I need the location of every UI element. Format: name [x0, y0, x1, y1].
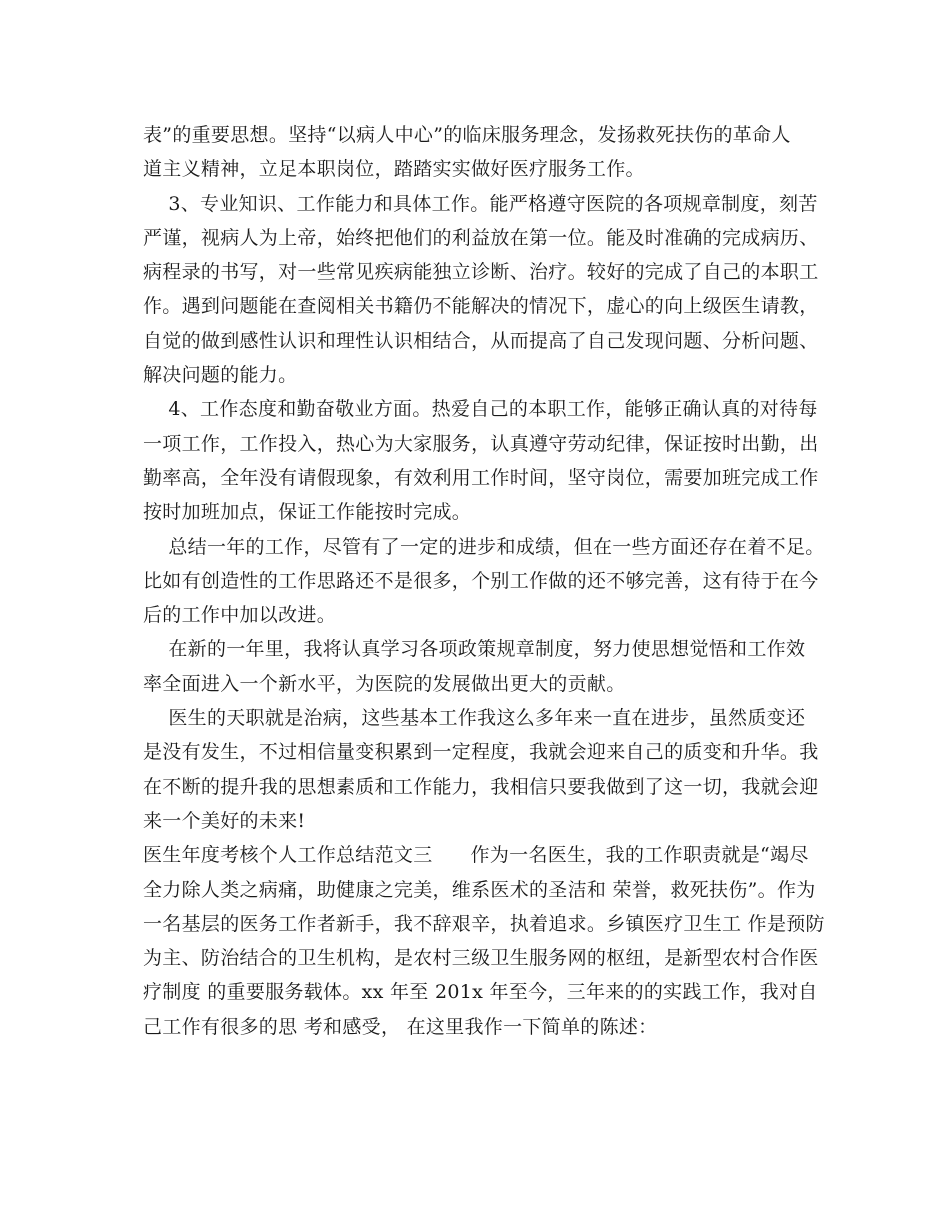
text-line: 己工作有很多的思 考和感受， 在这里我作一下简单的陈述：: [143, 1015, 658, 1038]
text-line: 后的工作中加以改进。: [143, 604, 337, 627]
text-line: 勤率高，全年没有请假现象，有效利用工作时间，坚守岗位，需要加班完成工作: [143, 466, 819, 489]
text-line: 医生的天职就是治病，这些基本工作我这么多年来一直在进步，虽然质变还: [143, 707, 806, 730]
text-line: 为主、防治结合的卫生机构，是农村三级卫生服务网的枢纽，是新型农村合作医: [143, 947, 819, 970]
text-line: 在新的一年里，我将认真学习各项政策规章制度，努力使思想觉悟和工作效: [143, 638, 806, 661]
text-line: 是没有发生，不过相信量变积累到一定程度，我就会迎来自己的质变和升华。我: [143, 741, 819, 764]
text-line: 表”的重要思想。坚持“以病人中心”的临床服务理念，发扬救死扶伤的革命人: [143, 124, 791, 146]
text-line: 解决问题的能力。: [143, 364, 298, 387]
text-line: 4、工作态度和勤奋敬业方面。热爱自己的本职工作，能够正确认真的对待每: [143, 398, 818, 421]
text-line: 自觉的做到感性认识和理性认识相结合，从而提高了自己发现问题、分析问题、: [143, 329, 819, 352]
document-body: [143, 118, 825, 1044]
text-line: 病程录的书写，对一些常见疾病能独立诊断、治疗。较好的完成了自己的本职工: [143, 261, 819, 284]
text-line: 比如有创造性的工作思路还不是很多，个别工作做的还不够完善，这有待于在今: [143, 569, 819, 592]
text-line: 全力除人类之病痛，助健康之完美，维系医术的圣洁和 荣誉，救死扶伤”。作为: [143, 878, 816, 901]
text-line: 3、专业知识、工作能力和具体工作。能严格遵守医院的各项规章制度，刻苦: [143, 192, 818, 215]
text-line: 疗制度 的重要服务载体。xx 年至 201x 年至今，三年来的的实践工作，我对自: [143, 981, 818, 1004]
text-line: 一名基层的医务工作者新手，我不辞艰辛，执着追求。乡镇医疗卫生工 作是预防: [143, 912, 825, 935]
text-line: 总结一年的工作，尽管有了一定的进步和成绩，但在一些方面还存在着不足。: [143, 535, 825, 558]
text-line: 医生年度考核个人工作总结范文三 作为一名医生，我的工作职责就是“竭尽: [143, 844, 809, 867]
text-line: 作。遇到问题能在查阅相关书籍仍不能解决的情况下，虚心的向上级医生请教，: [143, 295, 819, 318]
text-line: 严谨，视病人为上帝，始终把他们的利益放在第一位。能及时准确的完成病历、: [143, 226, 819, 249]
text-line: 一项工作，工作投入，热心为大家服务，认真遵守劳动纪律，保证按时出勤，出: [143, 432, 819, 455]
text-line: 率全面进入一个新水平，为医院的发展做出更大的贡献。: [143, 672, 626, 695]
text-line: 按时加班加点，保证工作能按时完成。: [143, 501, 472, 524]
text-line: 在不断的提升我的思想素质和工作能力，我相信只要我做到了这一切，我就会迎: [143, 775, 819, 798]
text-line: 道主义精神，立足本职岗位，踏踏实实做好医疗服务工作。: [143, 158, 645, 181]
text-line: 来一个美好的未来!: [143, 809, 306, 832]
